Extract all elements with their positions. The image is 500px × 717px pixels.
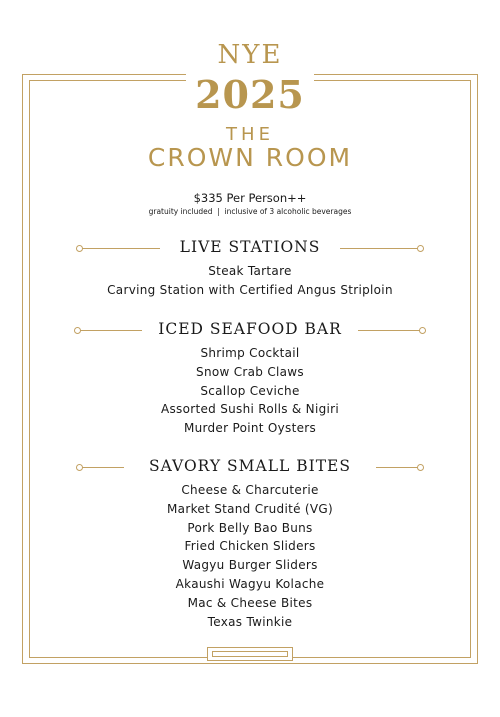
item-list (0, 481, 500, 631)
menu-item: Cheese & Charcuterie (181, 483, 319, 497)
event-label: NYE (217, 40, 283, 70)
menu-item: Mac & Cheese Bites (187, 595, 313, 610)
section-header (0, 320, 500, 342)
item-list (0, 344, 500, 438)
bottom-ornament (207, 647, 293, 661)
menu-item: Fried Chicken Sliders (184, 539, 316, 554)
price: $335 Per Person++ (193, 191, 307, 205)
venue-prefix: THE (226, 124, 274, 145)
item-list (0, 262, 500, 300)
event-year: 2025 (195, 72, 305, 117)
menu-item: Scallop Ceviche (200, 383, 300, 398)
menu-item: Texas Twinkie (207, 614, 293, 629)
menu-item: Wagyu Burger Sliders (182, 558, 318, 573)
section-title: LIVE STATIONS (179, 238, 321, 256)
section-header (0, 457, 500, 479)
menu-item: Assorted Sushi Rolls & Nigiri (160, 402, 339, 417)
venue-name: CROWN ROOM (147, 143, 353, 172)
section-title: SAVORY SMALL BITES (148, 457, 351, 475)
section-title: ICED SEAFOOD BAR (158, 320, 342, 338)
menu-item: Market Stand Crudité (VG) (167, 501, 333, 516)
menu-item: Shrimp Cocktail (200, 346, 300, 360)
section-iced-seafood-bar (0, 320, 500, 438)
menu-item: Snow Crab Claws (196, 364, 304, 379)
menu-item: Murder Point Oysters (183, 421, 317, 436)
menu-item: Pork Belly Bao Buns (187, 520, 313, 535)
section-savory-small-bites (0, 457, 500, 631)
price-note: gratuity included | inclusive of 3 alcoholic beverages (148, 207, 352, 216)
section-header (0, 238, 500, 260)
section-live-stations (0, 238, 500, 300)
menu-item: Carving Station with Certified Angus Striploin (107, 282, 393, 297)
menu-item: Akaushi Wagyu Kolache (175, 576, 325, 591)
menu-item: Steak Tartare (208, 264, 292, 278)
